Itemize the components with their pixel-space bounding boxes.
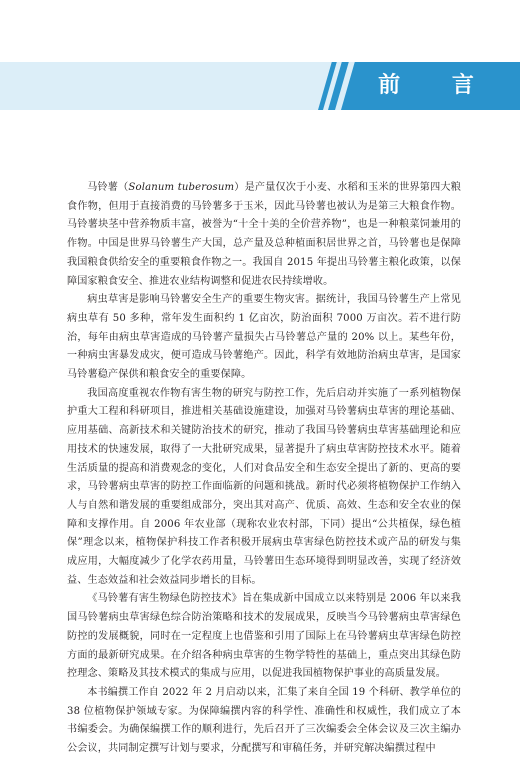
paragraph-1-lead: 马铃薯（ — [87, 182, 129, 193]
section-title: 前 言 — [378, 73, 496, 98]
paragraph-3: 我国高度重视农作物有害生物的研究与防控工作，先后启动并实施了一系列植物保护重大工程和科研项目，推进相关基础设施建设，加强对马铃薯病虫草害的理论基础、应用基础、高新技术和关键防治技术的研究，推动了我国马铃薯病虫草害基础理论和应用技术的快速发展，取得了一大批研究成果，显著提升了病虫草害防控技术水平。随着生活质量的提高和消费观念的变化，人们对食品安全和生态安全提出了新的、更高的要求，马铃薯病虫草害的防控工作面临新的问题和挑战。新时代必须将植物保护工作纳入人与自然和谐发展的重要组成部分，突出其对高产、优质、高效、生态和安全农业的保障和支撑作用。自 2006 年农业部（现称农业农村部，下同）提出“公共植保，绿色植保”理念以来，植物保护科技工作者积极开展病虫草害绿色防控技术或产品的研发与集成应用，大幅度减少了化学农药用量，马铃薯田生态环境得到明显改善，实现了经济效益、生态效益和社会效益同步增长的目标。 — [67, 387, 461, 586]
paragraph-2: 病虫草害是影响马铃薯安全生产的重要生物灾害。据统计，我国马铃薯生产上常见病虫草有 50 多种，常年发生面积约 1 亿亩次，防治面积 7000 万亩次。若不进行防治，每年由病虫草害造成的马铃薯产量损失占马铃薯总产量的 20% 以上。某些年份，一种病虫害暴发成灾，便可造成马铃薯绝产。因此，科学有效地防治病虫草害，是国家马铃薯稳产保供和粮食安全的重要保障。 — [67, 294, 461, 381]
paragraph-4: 《马铃薯有害生物绿色防控技术》旨在集成新中国成立以来特别是 2006 年以来我国马铃薯病虫草害绿色综合防治策略和技术的发展成果，反映当今马铃薯病虫草害绿色防控的发展概貌，同时在一定程度上也借鉴和引用了国际上在马铃薯病虫草害绿色防控方面的最新研究成果。在介绍各种病虫草害的生物学特性的基础上，重点突出其绿色防控理念、策略及其技术模式的集成与应用，以促进我国植物保护事业的高质量发展。 — [67, 593, 461, 680]
preface-body — [67, 179, 461, 759]
header-banner — [0, 62, 520, 110]
paragraph-5: 本书编撰工作自 2022 年 2 月启动以来，汇集了来自全国 19 个科研、教学单位的 38 位植物保护领域专家。为保障编撰内容的科学性、准确性和权威性，我们成立了本书编委会。为确保编撰工作的顺利进行，先后召开了三次编委会全体会议及三次主编办公会议，共同制定撰写计划与要求，分配撰写和审稿任务，并研究解决编撰过程中 — [67, 686, 461, 755]
paragraph-1 — [67, 179, 461, 291]
latin-species-name: Solanum tuberosum — [128, 182, 235, 193]
paragraph-1-rest: ）是产量仅次于小麦、水稻和玉米的世界第四大粮食作物，但用于直接消费的马铃薯多于玉米，因此马铃薯也被认为是第三大粮食作物。马铃薯块茎中营养物质丰富，被誉为“十全十美的全价营养物”，也是一种粮菜饲兼用的作物。中国是世界马铃薯生产大国，总产量及总种植面积居世界之首，马铃薯也是保障我国粮食供给安全的重要粮食作物之一。我国自 2015 年提出马铃薯主粮化政策，以保障国家粮食安全、推进农业结构调整和促进农民持续增收。 — [67, 182, 461, 287]
